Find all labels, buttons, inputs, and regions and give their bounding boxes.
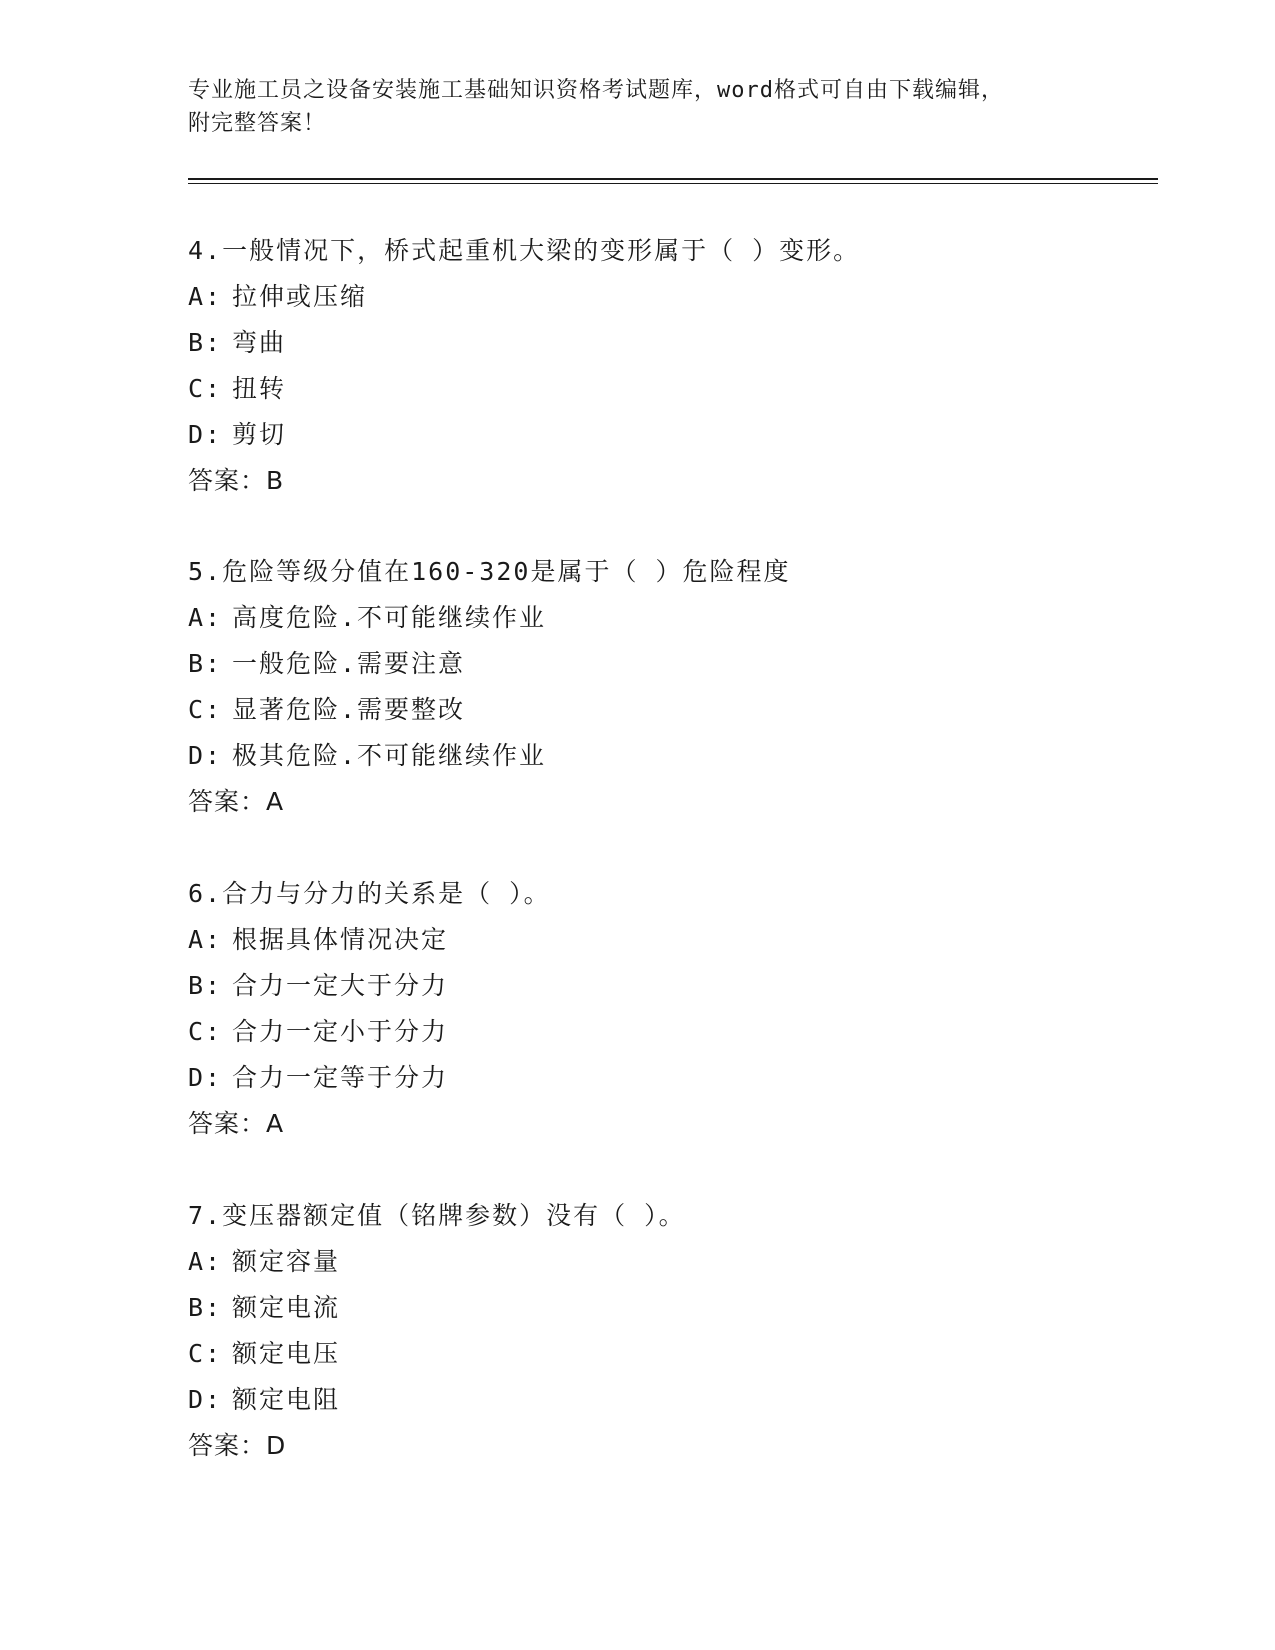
option-d — [188, 1377, 1188, 1423]
option-a — [188, 1239, 1188, 1285]
header-divider-thick — [188, 178, 1158, 180]
question-7 — [188, 1193, 1188, 1469]
option-c — [188, 1331, 1188, 1377]
question-6 — [188, 871, 1188, 1147]
option-key: A: — [188, 1247, 223, 1276]
option-a — [188, 917, 1188, 963]
option-key: B: — [188, 1293, 223, 1322]
option-text: 剪切 — [232, 420, 287, 449]
option-b — [188, 641, 1188, 687]
option-a — [188, 595, 1188, 641]
option-text: 高度危险.不可能继续作业 — [232, 603, 547, 632]
option-b — [188, 1285, 1188, 1331]
header-divider-thin — [188, 183, 1158, 184]
option-key: B: — [188, 971, 223, 1000]
option-text: 额定容量 — [232, 1247, 341, 1276]
option-c — [188, 1009, 1188, 1055]
option-key: C: — [188, 1339, 223, 1368]
option-text: 拉伸或压缩 — [232, 282, 368, 311]
option-key: D: — [188, 741, 223, 770]
question-stem: 4.一般情况下，桥式起重机大梁的变形属于（ ）变形。 — [188, 236, 861, 265]
question-stem: 5.危险等级分值在160-320是属于（ ）危险程度 — [188, 557, 791, 586]
question-5 — [188, 549, 1188, 825]
option-text: 显著危险.需要整改 — [232, 695, 466, 724]
option-c — [188, 687, 1188, 733]
option-b — [188, 963, 1188, 1009]
answer-line: 答案：B — [188, 466, 285, 495]
option-text: 额定电阻 — [232, 1385, 341, 1414]
question-stem: 7.变压器额定值（铭牌参数）没有（ ）。 — [188, 1201, 686, 1230]
option-key: C: — [188, 1017, 223, 1046]
option-key: A: — [188, 925, 223, 954]
option-text: 根据具体情况决定 — [232, 925, 449, 954]
header-line-2: 附完整答案！ — [188, 111, 327, 136]
question-4 — [188, 228, 1188, 504]
option-key: B: — [188, 328, 223, 357]
option-d — [188, 1055, 1188, 1101]
option-d — [188, 412, 1188, 458]
option-text: 极其危险.不可能继续作业 — [232, 741, 547, 770]
option-key: D: — [188, 1063, 223, 1092]
option-text: 额定电流 — [232, 1293, 341, 1322]
option-text: 合力一定小于分力 — [232, 1017, 449, 1046]
option-key: A: — [188, 282, 223, 311]
option-d — [188, 733, 1188, 779]
option-text: 额定电压 — [232, 1339, 341, 1368]
answer-line: 答案：D — [188, 1431, 287, 1460]
option-b — [188, 320, 1188, 366]
answer-line: 答案：A — [188, 787, 285, 816]
document-header — [188, 74, 1088, 140]
option-c — [188, 366, 1188, 412]
option-key: C: — [188, 695, 223, 724]
option-key: D: — [188, 1385, 223, 1414]
option-text: 合力一定等于分力 — [232, 1063, 449, 1092]
option-text: 弯曲 — [232, 328, 287, 357]
option-key: D: — [188, 420, 223, 449]
question-stem: 6.合力与分力的关系是（ ）。 — [188, 879, 551, 908]
option-text: 扭转 — [232, 374, 287, 403]
header-line-1: 专业施工员之设备安装施工基础知识资格考试题库，word格式可自由下载编辑， — [188, 78, 1004, 103]
option-key: C: — [188, 374, 223, 403]
answer-line: 答案：A — [188, 1109, 285, 1138]
option-text: 一般危险.需要注意 — [232, 649, 466, 678]
option-a — [188, 274, 1188, 320]
option-text: 合力一定大于分力 — [232, 971, 449, 1000]
option-key: A: — [188, 603, 223, 632]
option-key: B: — [188, 649, 223, 678]
